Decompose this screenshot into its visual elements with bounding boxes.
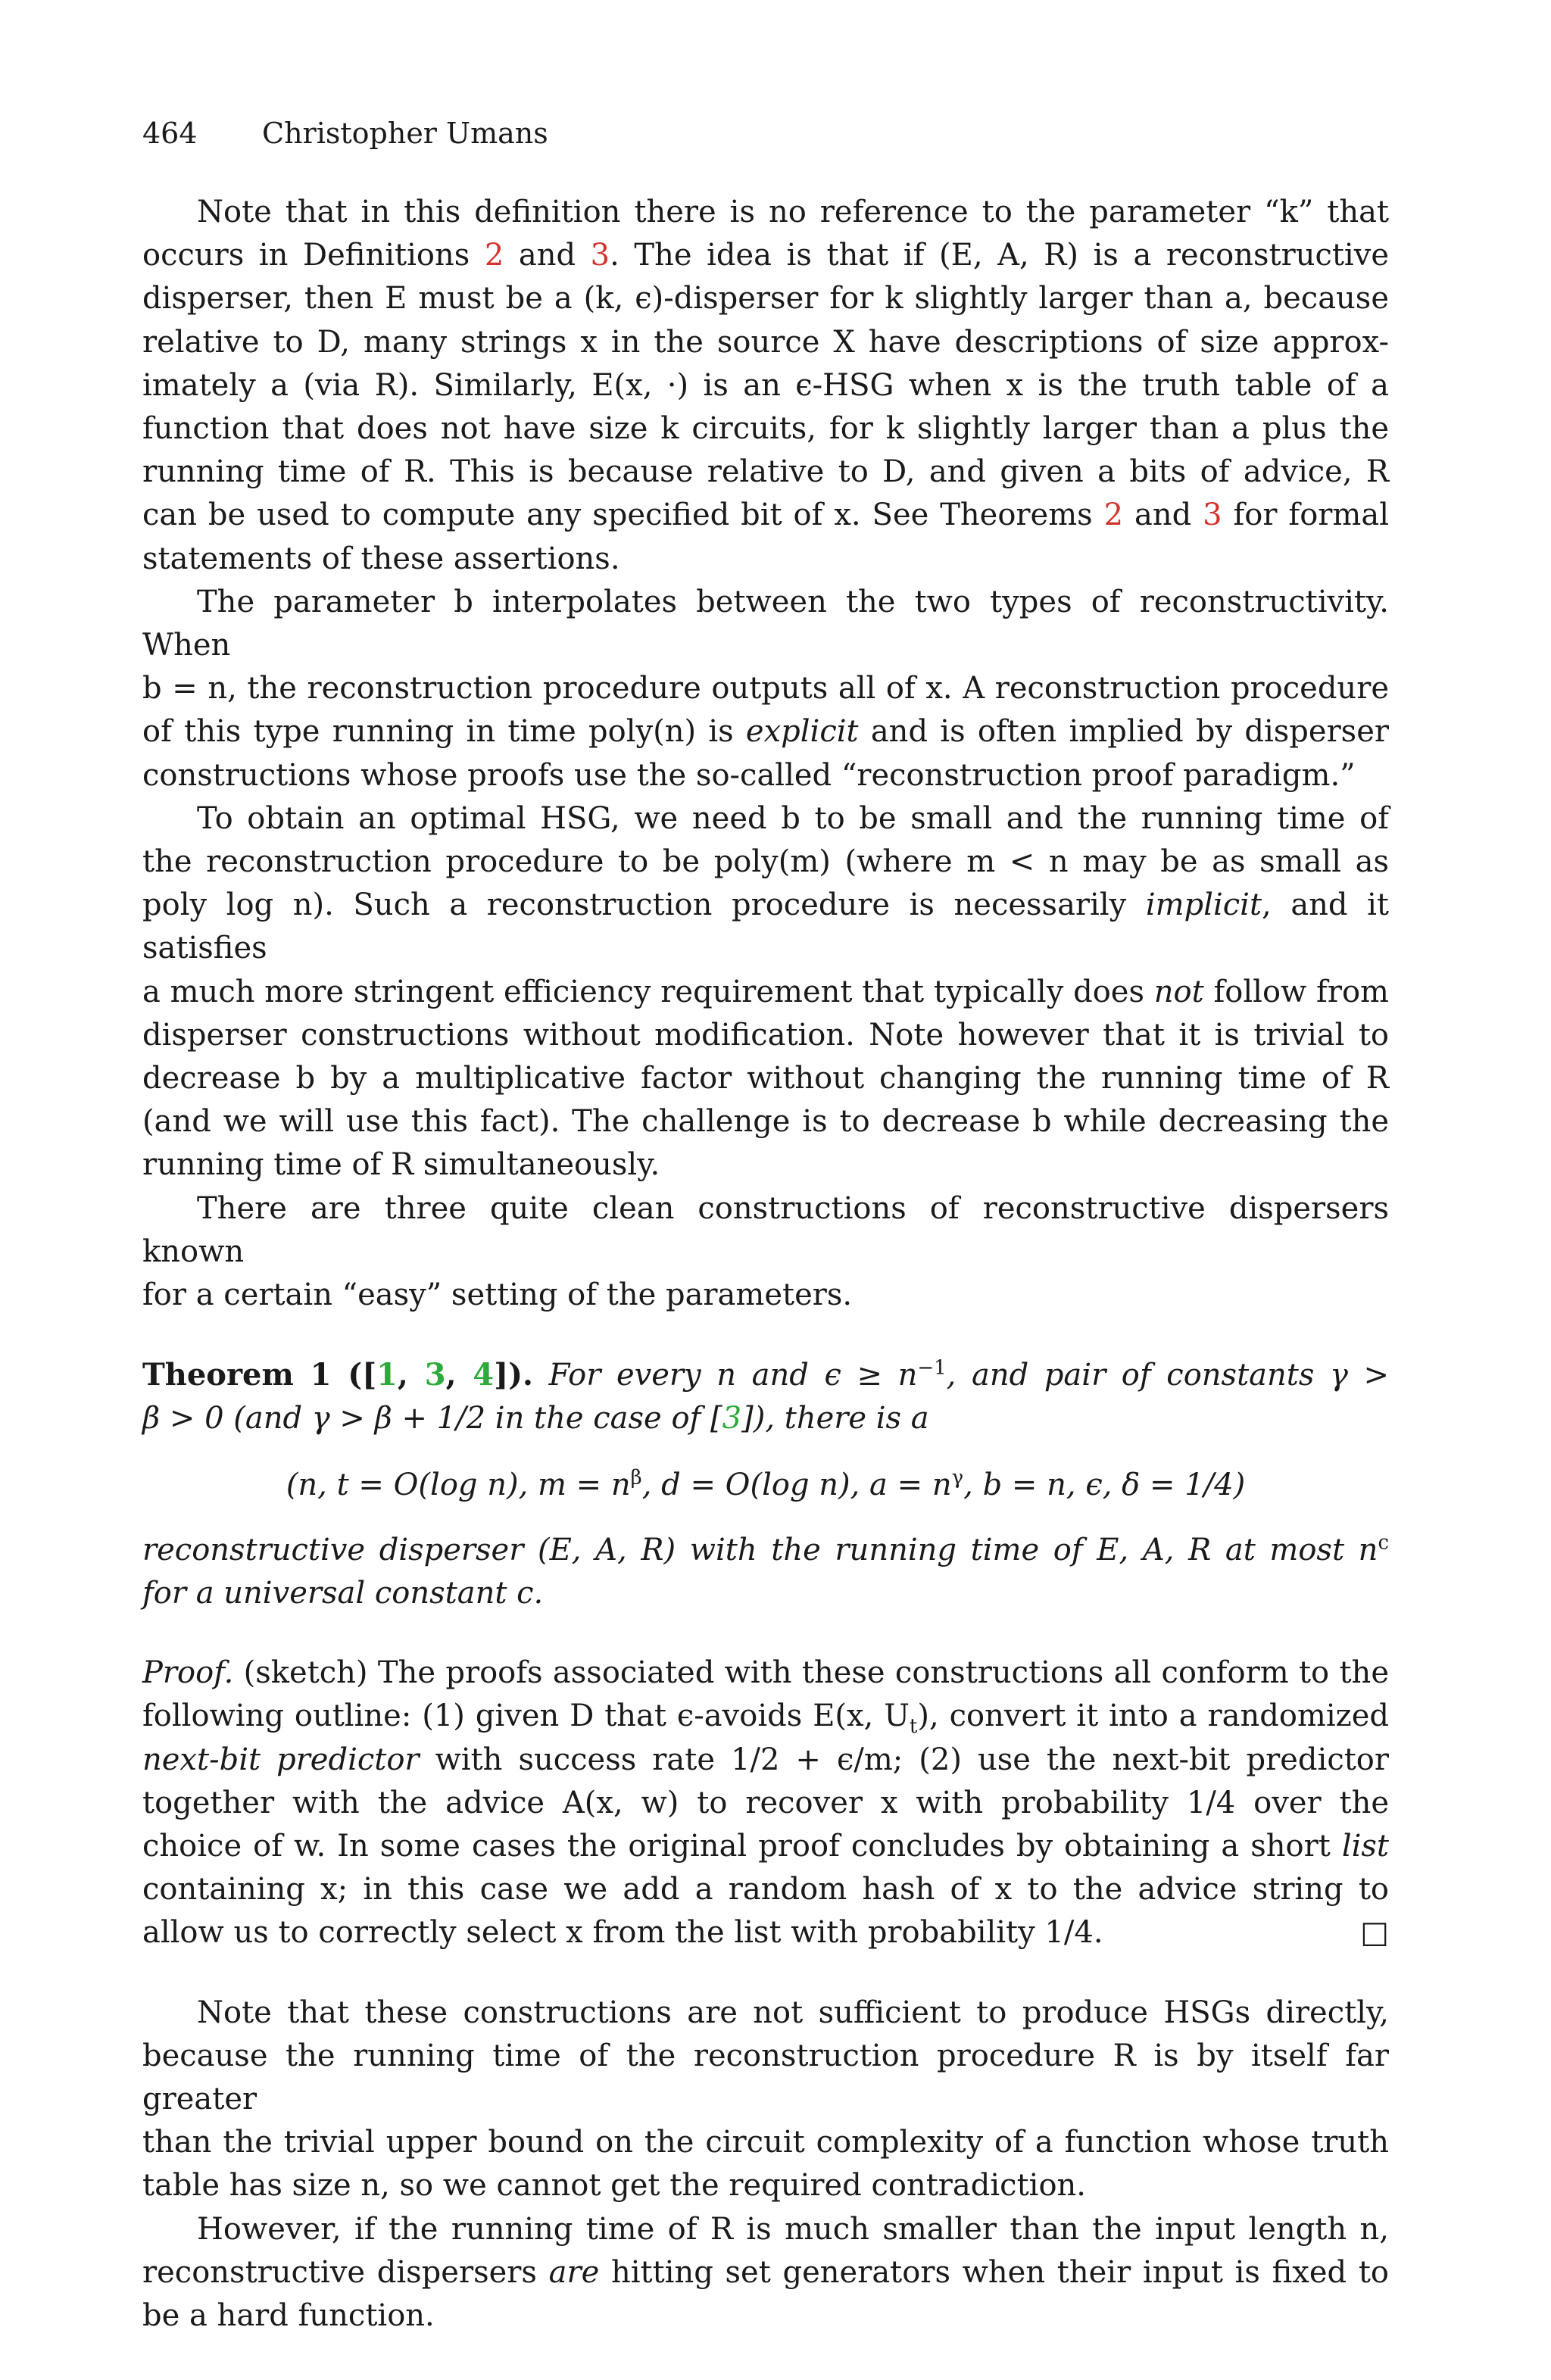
text-line: containing x; in this case we add a random hash of x to the advice string to <box>142 1872 1389 1907</box>
text-line: because the running time of the reconstruction procedure R is by itself far greater <box>142 2038 1389 2116</box>
proof-label: Proof. <box>142 1655 234 1691</box>
text-line: imately a (via R). Similarly, E(x, ·) is an ϵ-HSG when x is the truth table of a <box>142 367 1389 403</box>
definition-link[interactable]: 2 <box>484 238 504 273</box>
qed-symbol: □ <box>1360 1915 1389 1951</box>
paragraph-3 <box>142 797 1389 1187</box>
text-line: constructions whose proofs use the so-called “reconstruction proof paradigm.” <box>142 757 1356 793</box>
theorem-link[interactable]: 3 <box>1203 498 1222 533</box>
citation-link[interactable]: 3 <box>424 1357 446 1393</box>
text-line: b = n, the reconstruction procedure outputs all of x. A reconstruction procedure <box>142 671 1389 707</box>
page <box>142 114 1389 2338</box>
text-line: for a certain “easy” setting of the parameters. <box>142 1277 853 1313</box>
citation-link[interactable]: 4 <box>473 1357 495 1393</box>
theorem-1-continued <box>142 1529 1389 1615</box>
text-line: can be used to compute any specified bit of x. See Theorems 2 and 3 for formal <box>142 498 1389 533</box>
paragraph-2 <box>142 581 1389 797</box>
theorem-link[interactable]: 2 <box>1103 498 1124 533</box>
text-line: function that does not have size k circuits, for k slightly larger than a plus the <box>142 411 1389 447</box>
text-line: poly log n). Such a reconstruction procedure is necessarily implicit, and it satisfies <box>142 887 1389 966</box>
text-line: Theorem 1 ([1, 3, 4]). For every n and $\epsilon \ge n^{-1}$, and pair of constants γ > <box>142 1356 1389 1393</box>
text-line: allow us to correctly select x from the list with probability 1/4. □ <box>142 1911 1389 1954</box>
text-line: statements of these assertions. <box>142 541 620 576</box>
text-line: choice of w. In some cases the original proof concludes by obtaining a short list <box>142 1828 1389 1864</box>
citation-link[interactable]: 3 <box>722 1401 742 1436</box>
text-line: together with the advice A(x, w) to recover x with probability 1/4 over the <box>142 1785 1389 1820</box>
text-line: reconstructive disperser (E, A, R) with the running time of E, A, R at most $n^c$ <box>142 1531 1389 1567</box>
paragraph-6 <box>142 2208 1389 2338</box>
text-line: Proof. (sketch) The proofs associated with these constructions all conform to the <box>142 1655 1389 1691</box>
text-line: disperser constructions without modification. Note however that it is trivial to <box>142 1017 1389 1053</box>
text-line: for a universal constant c. <box>142 1575 544 1611</box>
text-line: However, if the running time of R is much smaller than the input length n, <box>197 2211 1389 2247</box>
text-line: occurs in Definitions 2 and 3. The idea is that if (E, A, R) is a reconstructive <box>142 238 1389 273</box>
text-line: disperser, then E must be a (k, ϵ)-disperser for k slightly larger than a, because <box>142 281 1389 317</box>
text-line: reconstructive dispersers are hitting set generators when their input is fixed to <box>142 2254 1389 2290</box>
text-line: β > 0 (and γ > β + 1/2 in the case of [3]), there is a <box>142 1401 929 1436</box>
running-header <box>142 114 1389 153</box>
text-line: table has size n, so we cannot get the required contradiction. <box>142 2168 1086 2204</box>
page-number: 464 <box>142 117 198 150</box>
theorem-1 <box>142 1353 1389 1440</box>
text-line: To obtain an optimal HSG, we need b to be small and the running time of <box>197 800 1389 836</box>
proof <box>142 1652 1389 1954</box>
text-line: be a hard function. <box>142 2297 435 2333</box>
text-line: Note that in this definition there is no reference to the parameter “k” that <box>197 195 1389 229</box>
theorem-label: Theorem 1 <box>142 1357 332 1393</box>
text-line: There are three quite clean constructions of reconstructive dispersers known <box>142 1190 1389 1269</box>
text-line: following outline: (1) given D that ϵ-avoids E(x, $U_t$), convert it into a randomized <box>142 1698 1389 1739</box>
text-line: the reconstruction procedure to be poly(m) (where m < n may be as small as <box>142 844 1389 880</box>
text-line: running time of R simultaneously. <box>142 1147 660 1183</box>
paragraph-4 <box>142 1187 1389 1318</box>
citation-link[interactable]: 1 <box>376 1357 398 1393</box>
text-line: decrease b by a multiplicative factor without changing the running time of R <box>142 1061 1389 1096</box>
text-line: next-bit predictor with success rate 1/2 + ϵ/m; (2) use the next-bit predictor <box>142 1742 1390 1777</box>
text-line: of this type running in time poly(n) is explicit and is often implied by disperser <box>142 714 1390 750</box>
display-equation: (n, t = O(log n), $m = n^\beta$, d = O(log n), $a = n^\gamma$, b = n, ϵ, δ = 1/4) <box>286 1466 1246 1502</box>
text-line: Note that these constructions are not sufficient to produce HSGs directly, <box>197 1995 1389 2030</box>
text-line: relative to D, many strings x in the source X have descriptions of size approx- <box>142 324 1389 360</box>
text-line: running time of R. This is because relative to D, and given a bits of advice, R <box>142 454 1389 490</box>
paragraph-5 <box>142 1992 1389 2208</box>
text-line: The parameter b interpolates between the two types of reconstructivity. When <box>142 584 1389 663</box>
text-line: (and we will use this fact). The challenge is to decrease b while decreasing the <box>142 1104 1389 1140</box>
running-author: Christopher Umans <box>262 117 548 150</box>
paragraph-1 <box>142 191 1389 581</box>
text-line: a much more stringent efficiency requirement that typically does not follow from <box>142 974 1389 1009</box>
definition-link[interactable]: 3 <box>590 238 610 273</box>
text-line: than the trivial upper bound on the circuit complexity of a function whose truth <box>142 2125 1389 2160</box>
